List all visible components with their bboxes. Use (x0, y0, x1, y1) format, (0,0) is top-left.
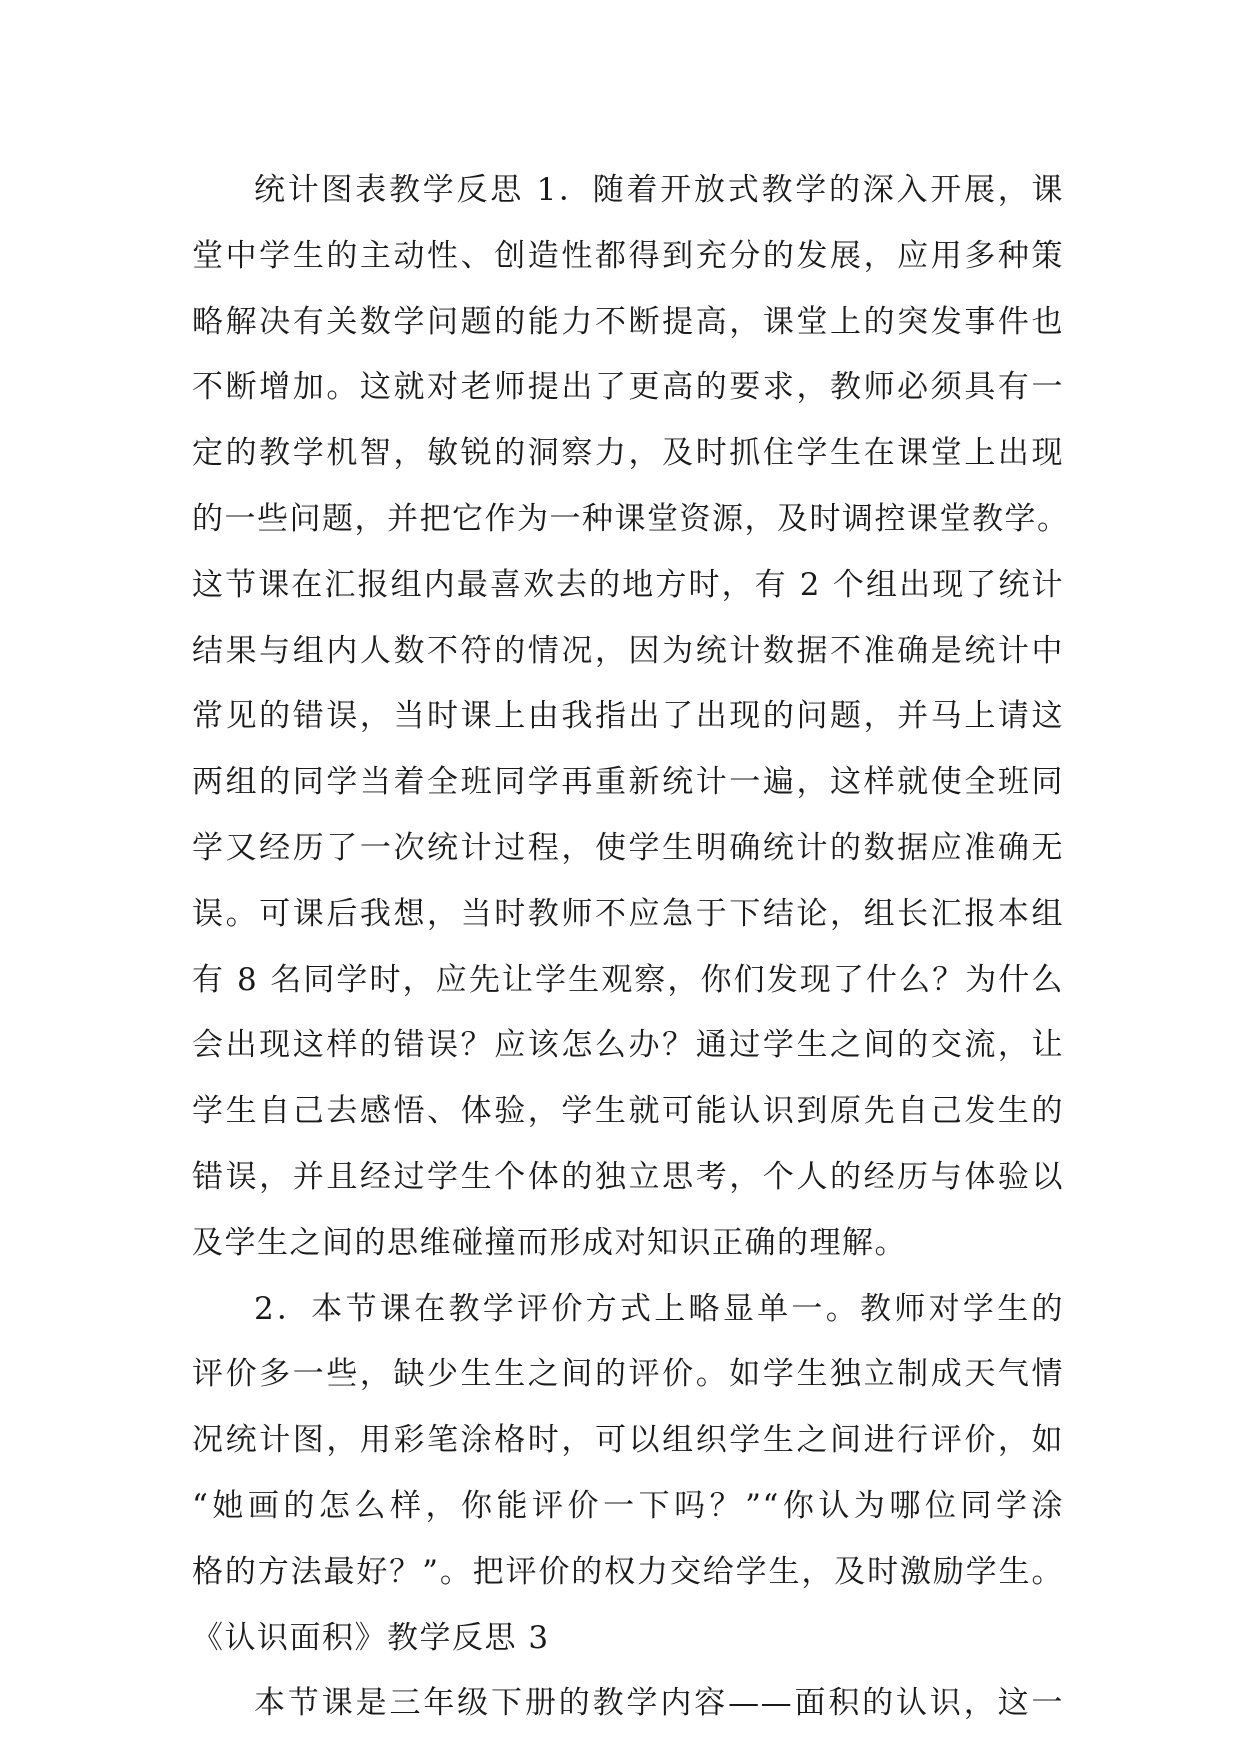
paragraph-2-line-4: “她画的怎么样，你能评价一下吗？”“你认为哪位同学涂 (192, 1487, 1064, 1524)
paragraph-1-line-14: 会出现这样的错误？应该怎么办？通过学生之间的交流，让 (192, 1027, 1064, 1064)
paragraph-3-line-1: 本节课是三年级下册的教学内容——面积的认识，这一 (254, 1685, 1064, 1722)
paragraph-2-line-2: 评价多一些，缺少生生之间的评价。如学生独立制成天气情 (192, 1356, 1064, 1393)
paragraph-1-line-9: 常见的错误，当时课上由我指出了出现的问题，并马上请这 (192, 698, 1064, 735)
paragraph-2-line-5: 格的方法最好？”。把评价的权力交给学生，及时激励学生。 (192, 1553, 1064, 1590)
paragraph-1-line-10: 两组的同学当着全班同学再重新统计一遍，这样就使全班同 (192, 764, 1064, 801)
paragraph-2-line-1: 2．本节课在教学评价方式上略显单一。教师对学生的 (254, 1290, 1064, 1327)
paragraph-1-line-12: 误。可课后我想，当时教师不应急于下结论，组长汇报本组 (192, 895, 1064, 932)
paragraph-1-line-8: 结果与组内人数不符的情况，因为统计数据不准确是统计中 (192, 632, 1064, 669)
paragraph-1-line-3: 略解决有关数学问题的能力不断提高，课堂上的突发事件也 (192, 303, 1064, 340)
paragraph-1-line-17: 及学生之间的思维碰撞而形成对知识正确的理解。 (192, 1224, 907, 1261)
paragraph-1-line-15: 学生自己去感悟、体验，学生就可能认识到原先自己发生的 (192, 1093, 1064, 1130)
paragraph-1-line-5: 定的教学机智，敏锐的洞察力，及时抓住学生在课堂上出现 (192, 435, 1064, 472)
paragraph-1-line-6: 的一些问题，并把它作为一种课堂资源，及时调控课堂教学。 (192, 500, 1070, 537)
section-heading: 《认识面积》教学反思 3 (192, 1619, 550, 1656)
paragraph-2-line-3: 况统计图，用彩笔涂格时，可以组织学生之间进行评价，如 (192, 1422, 1064, 1459)
paragraph-1-line-2: 堂中学生的主动性、创造性都得到充分的发展，应用多种策 (192, 237, 1064, 274)
paragraph-1-line-1: 统计图表教学反思 1．随着开放式教学的深入开展，课 (254, 172, 1064, 208)
paragraph-1-line-4: 不断增加。这就对老师提出了更高的要求，教师必须具有一 (192, 369, 1064, 406)
document-body (192, 158, 1070, 1737)
paragraph-1-line-11: 学又经历了一次统计过程，使学生明确统计的数据应准确无 (192, 829, 1064, 866)
paragraph-1-line-13: 有 8 名同学时，应先让学生观察，你们发现了什么？为什么 (192, 961, 1064, 998)
paragraph-1-line-16: 错误，并且经过学生个体的独立思考，个人的经历与体验以 (192, 1158, 1064, 1195)
paragraph-1-line-7: 这节课在汇报组内最喜欢去的地方时，有 2 个组出现了统计 (192, 566, 1064, 603)
